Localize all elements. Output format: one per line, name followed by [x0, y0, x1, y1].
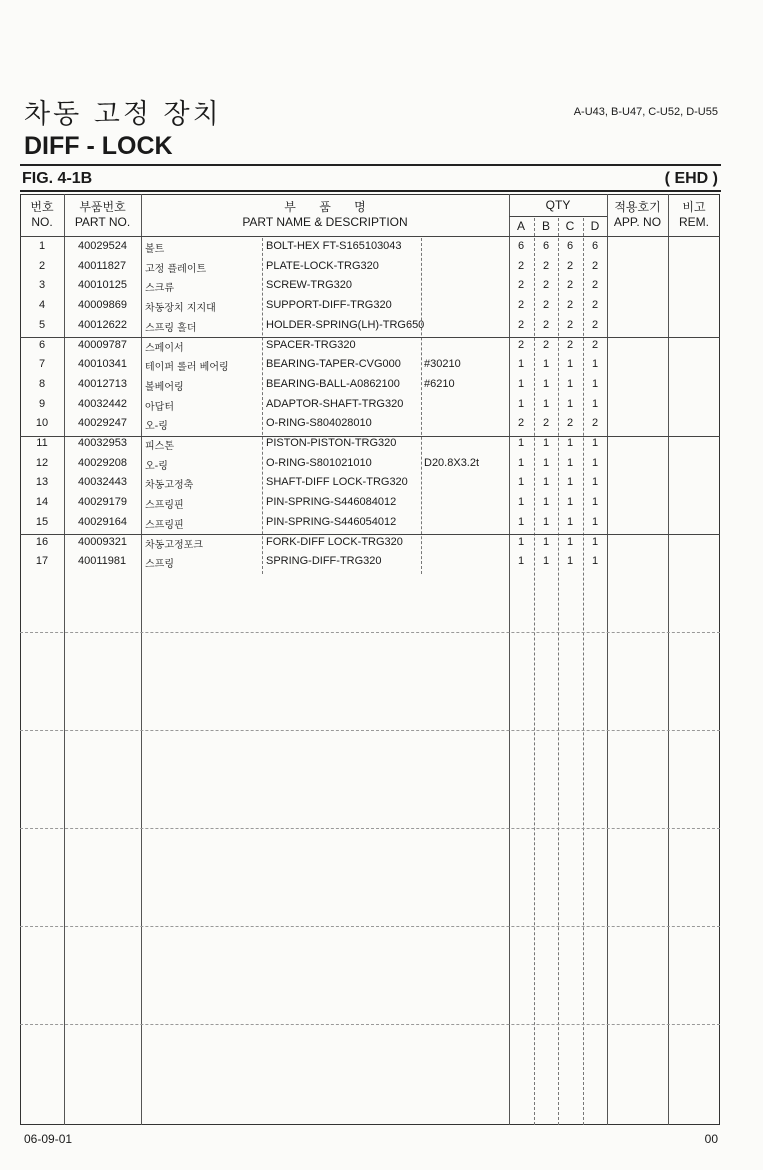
part-name-korean: 고정 플레이트 [145, 263, 207, 275]
qty-d: 1 [591, 437, 599, 449]
qty-b: 1 [542, 437, 550, 449]
qty-b: 1 [542, 397, 550, 410]
qty-b: 1 [542, 555, 550, 568]
qty-c: 2 [566, 338, 574, 351]
qty-b: 2 [542, 318, 550, 331]
item-number: 12 [35, 456, 49, 469]
qty-b: 1 [542, 476, 550, 489]
qty-d: 6 [591, 240, 599, 252]
part-number: 40011827 [78, 259, 127, 272]
qty-b: 1 [542, 535, 550, 548]
part-number: 40009321 [78, 535, 127, 548]
qty-a: 2 [517, 338, 525, 351]
qty-b: 2 [542, 259, 550, 272]
qty-c: 1 [566, 456, 574, 469]
part-name-english: ADAPTOR-SHAFT-TRG320 [266, 397, 404, 410]
qty-d: 1 [591, 535, 599, 548]
item-number: 13 [35, 476, 49, 489]
part-name-english: O-RING-S804028010 [266, 417, 372, 430]
part-name-english: O-RING-S801021010 [266, 456, 372, 469]
qty-b: 2 [542, 279, 550, 292]
table-row [20, 297, 720, 317]
group-rule [20, 926, 720, 927]
part-number: 40012713 [78, 377, 127, 390]
part-name-korean: 스프링 홀더 [145, 322, 197, 334]
model-list: A-U43, B-U47, C-U52, D-U55 [573, 106, 718, 118]
qty-c: 1 [566, 555, 574, 568]
page-title-korean: 차동 고정 장치 [24, 99, 222, 130]
qty-c: 2 [566, 259, 574, 272]
table-row [20, 534, 720, 554]
part-name-korean: 테이퍼 롤러 베어링 [145, 362, 229, 374]
table-row [20, 277, 720, 297]
qty-a: 2 [517, 279, 525, 292]
header-qty-b: B [541, 219, 550, 233]
qty-b: 2 [542, 338, 550, 351]
part-name-korean: 스프링핀 [145, 519, 184, 531]
qty-c: 2 [566, 417, 574, 430]
header-part-ko: 부품번호 [79, 200, 126, 214]
part-spec: #30210 [424, 358, 461, 371]
table-row [20, 435, 720, 455]
item-number: 2 [38, 259, 46, 272]
table-row [20, 258, 720, 278]
table-row [20, 376, 720, 396]
table-row [20, 494, 720, 514]
part-name-english: SPACER-TRG320 [266, 338, 356, 351]
qty-c: 1 [566, 377, 574, 390]
part-name-korean: 차동장치 지지대 [145, 303, 216, 315]
qty-a: 1 [517, 515, 525, 528]
header-name [141, 200, 509, 230]
qty-a: 1 [517, 476, 525, 489]
part-name-korean: 볼베어링 [145, 381, 184, 393]
item-number: 11 [36, 437, 48, 449]
qty-b: 1 [542, 377, 550, 390]
part-number: 40010341 [78, 358, 127, 371]
part-name-korean: 아답터 [145, 401, 174, 413]
part-number: 40009869 [78, 299, 127, 312]
qty-d: 2 [591, 299, 599, 312]
header-no-ko: 번호 [30, 200, 54, 214]
part-name-english: BEARING-BALL-A0862100 [266, 377, 400, 390]
header-bottom-rule [20, 236, 720, 237]
part-name-korean: 볼트 [145, 244, 165, 255]
qty-d: 1 [591, 397, 599, 410]
qty-d: 2 [591, 318, 599, 331]
item-number: 15 [35, 515, 49, 528]
qty-c: 1 [566, 437, 574, 449]
header-app-ko: 적용호기 [614, 200, 661, 214]
qty-d: 2 [591, 338, 599, 351]
item-number: 16 [35, 535, 49, 548]
qty-a: 2 [517, 318, 525, 331]
header-app-en: APP. NO [613, 215, 662, 229]
qty-c: 1 [566, 515, 574, 528]
part-number: 40029164 [78, 515, 127, 528]
part-name-english: SCREW-TRG320 [266, 279, 352, 292]
qty-d: 1 [591, 456, 599, 469]
qty-a: 1 [517, 358, 525, 371]
part-spec: D20.8X3.2t [424, 456, 480, 469]
part-name-english: PLATE-LOCK-TRG320 [266, 259, 379, 272]
part-name-korean: 스페이서 [145, 342, 184, 354]
part-name-korean: 스크류 [145, 283, 174, 295]
part-name-english: PISTON-PISTON-TRG320 [266, 437, 397, 449]
header-part-en: PART NO. [74, 215, 131, 229]
part-number: 40029524 [78, 240, 127, 252]
part-spec: #6210 [424, 377, 455, 390]
header-rem-en: REM. [679, 215, 709, 229]
qty-a: 2 [517, 417, 525, 430]
header-no [20, 200, 64, 230]
part-number: 40029179 [78, 496, 127, 509]
qty-b: 1 [542, 515, 550, 528]
qty-c: 1 [566, 476, 574, 489]
part-number: 40032953 [78, 437, 127, 449]
table-row [20, 553, 720, 573]
header-rule [20, 190, 721, 192]
qty-a: 1 [517, 397, 525, 410]
qty-b: 2 [542, 299, 550, 312]
qty-a: 2 [517, 259, 525, 272]
item-number: 14 [35, 496, 49, 509]
qty-d: 2 [591, 417, 599, 430]
part-name-english: BEARING-TAPER-CVG000 [266, 358, 401, 371]
table-row [20, 514, 720, 534]
qty-b: 1 [542, 496, 550, 509]
item-number: 6 [38, 338, 46, 351]
part-name-korean: 스프링 [145, 559, 174, 571]
header-rem [668, 200, 720, 230]
part-number: 40029247 [78, 417, 127, 430]
part-number: 40011981 [78, 555, 127, 568]
part-name-english: FORK-DIFF LOCK-TRG320 [266, 535, 403, 548]
item-number: 8 [38, 377, 46, 390]
item-number: 5 [38, 318, 46, 331]
qty-a: 1 [517, 496, 525, 509]
title-rule [20, 164, 721, 166]
item-number: 4 [38, 299, 46, 312]
part-name-korean: 오-링 [145, 460, 168, 472]
item-number: 1 [38, 240, 46, 252]
header-qty-d: D [590, 219, 600, 233]
qty-subheader-rule [509, 216, 607, 217]
qty-d: 2 [591, 279, 599, 292]
qty-c: 1 [566, 535, 574, 548]
page-number: 00 [704, 1132, 718, 1146]
part-name-english: HOLDER-SPRING(LH)-TRG650 [266, 318, 425, 331]
qty-a: 1 [517, 535, 525, 548]
part-number: 40009787 [78, 338, 127, 351]
variant-label: ( EHD ) [664, 170, 718, 187]
table-row [20, 317, 720, 337]
table-row [20, 396, 720, 416]
table-row [20, 337, 720, 357]
header-no-en: NO. [31, 215, 53, 229]
qty-d: 1 [591, 476, 599, 489]
part-name-english: SHAFT-DIFF LOCK-TRG320 [266, 476, 408, 489]
qty-a: 1 [517, 456, 525, 469]
part-name-korean: 차동고정포크 [145, 539, 203, 551]
part-name-english: PIN-SPRING-S446084012 [266, 496, 397, 509]
item-number: 7 [38, 358, 46, 371]
qty-d: 1 [591, 515, 599, 528]
header-app [607, 200, 668, 230]
qty-c: 2 [566, 299, 574, 312]
qty-d: 1 [591, 555, 599, 568]
qty-a: 1 [517, 437, 525, 449]
part-number: 40032443 [78, 476, 127, 489]
table-row [20, 474, 720, 494]
qty-b: 6 [542, 240, 550, 252]
part-name-english: BOLT-HEX FT-S165103043 [266, 240, 402, 252]
part-name-english: SPRING-DIFF-TRG320 [266, 555, 382, 568]
page-title: DIFF - LOCK [24, 132, 173, 160]
qty-c: 6 [566, 240, 574, 252]
qty-c: 1 [566, 496, 574, 509]
item-number: 17 [35, 555, 49, 568]
qty-d: 2 [591, 259, 599, 272]
header-qty: QTY [545, 198, 571, 212]
part-name-korean: 오-링 [145, 421, 168, 433]
header-name-ko: 부 품 명 [284, 200, 366, 214]
table-row [20, 356, 720, 376]
part-number: 40032442 [78, 397, 127, 410]
qty-c: 1 [566, 358, 574, 371]
part-name-korean: 스프링핀 [145, 500, 184, 512]
table-row [20, 238, 720, 258]
item-number: 10 [35, 417, 49, 430]
header-part [64, 200, 141, 230]
part-name-english: PIN-SPRING-S446054012 [266, 515, 397, 528]
qty-b: 1 [542, 358, 550, 371]
header-rem-ko: 비고 [682, 200, 706, 214]
header-qty-a: A [516, 219, 525, 233]
qty-c: 2 [566, 279, 574, 292]
qty-a: 1 [517, 377, 525, 390]
qty-a: 1 [517, 555, 525, 568]
qty-c: 2 [566, 318, 574, 331]
qty-c: 1 [566, 397, 574, 410]
qty-d: 1 [591, 377, 599, 390]
part-number: 40010125 [78, 279, 127, 292]
part-number: 40029208 [78, 456, 127, 469]
group-rule [20, 730, 720, 731]
header-name-en: PART NAME & DESCRIPTION [242, 215, 408, 229]
qty-d: 1 [591, 358, 599, 371]
figure-number: FIG. 4-1B [22, 170, 93, 187]
qty-b: 2 [542, 417, 550, 430]
part-number: 40012622 [78, 318, 127, 331]
qty-a: 2 [517, 299, 525, 312]
table-row [20, 415, 720, 435]
group-rule [20, 828, 720, 829]
item-number: 9 [38, 397, 46, 410]
part-name-korean: 차동고정축 [145, 480, 194, 492]
group-rule [20, 1024, 720, 1025]
qty-d: 1 [591, 496, 599, 509]
item-number: 3 [38, 279, 46, 292]
footer-date: 06-09-01 [24, 1132, 73, 1146]
qty-a: 6 [517, 240, 525, 252]
header-qty-c: C [565, 219, 575, 233]
part-name-english: SUPPORT-DIFF-TRG320 [266, 299, 392, 312]
table-row [20, 455, 720, 475]
qty-b: 1 [542, 456, 550, 469]
group-rule [20, 632, 720, 633]
part-name-korean: 피스톤 [145, 441, 174, 452]
